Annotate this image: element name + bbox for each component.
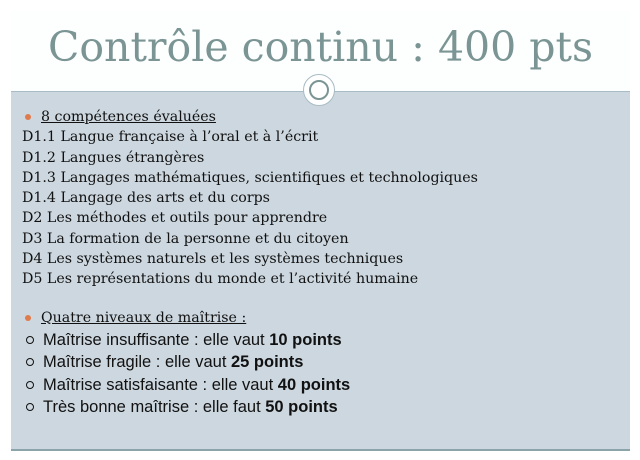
niveau-text: Maîtrise fragile : elle vaut — [43, 353, 231, 372]
competence-item: D1.1 Langue française à l’oral et à l’écrit — [22, 129, 319, 146]
niveau-points: 40 points — [277, 375, 351, 394]
slide — [11, 11, 630, 451]
niveau-text: Maîtrise satisfaisante : elle vaut — [43, 375, 278, 394]
competence-item: D5 Les représentations du monde et l’activité humaine — [22, 271, 419, 288]
niveau-item — [22, 351, 622, 374]
niveau-item — [22, 329, 622, 352]
niveaux-heading: Quatre niveaux de maîtrise : — [41, 309, 247, 326]
niveaux-heading-row — [22, 308, 622, 328]
bottom-band — [11, 449, 630, 451]
niveau-points: 50 points — [265, 398, 338, 417]
competence-item: D3 La formation de la personne et du citoyen — [22, 230, 349, 247]
niveaux-list — [22, 329, 622, 419]
niveau-text: Maîtrise insuffisante : elle vaut — [43, 330, 270, 349]
bullet-dot-icon — [25, 114, 31, 120]
competence-item: D2 Les méthodes et outils pour apprendre — [22, 210, 328, 227]
competence-item: D1.2 Langues étrangères — [22, 149, 205, 166]
spacer — [22, 290, 622, 308]
slide-content — [22, 107, 622, 419]
niveau-item — [22, 396, 622, 419]
hollow-circle-bullet-icon — [26, 403, 34, 411]
bullet-dot-icon — [25, 315, 31, 321]
slide-title: Contrôle continu : 400 pts — [47, 23, 593, 71]
hollow-circle-bullet-icon — [26, 336, 34, 344]
competences-heading: 8 compétences évaluées — [41, 109, 216, 125]
niveau-item — [22, 374, 622, 397]
competence-item: D4 Les systèmes naturels et les systèmes techniques — [22, 251, 404, 268]
hollow-circle-bullet-icon — [26, 358, 34, 366]
competences-heading-row — [22, 107, 622, 127]
competence-item: D1.3 Langages mathématiques, scientifiques et technologiques — [22, 169, 478, 186]
circle-ornament-icon — [303, 74, 335, 106]
niveau-points: 25 points — [231, 353, 304, 372]
niveau-points: 10 points — [269, 330, 342, 349]
niveau-text: Très bonne maîtrise : elle faut — [43, 398, 266, 417]
hollow-circle-bullet-icon — [26, 381, 34, 389]
competence-item: D1.4 Langage des arts et du corps — [22, 190, 270, 207]
